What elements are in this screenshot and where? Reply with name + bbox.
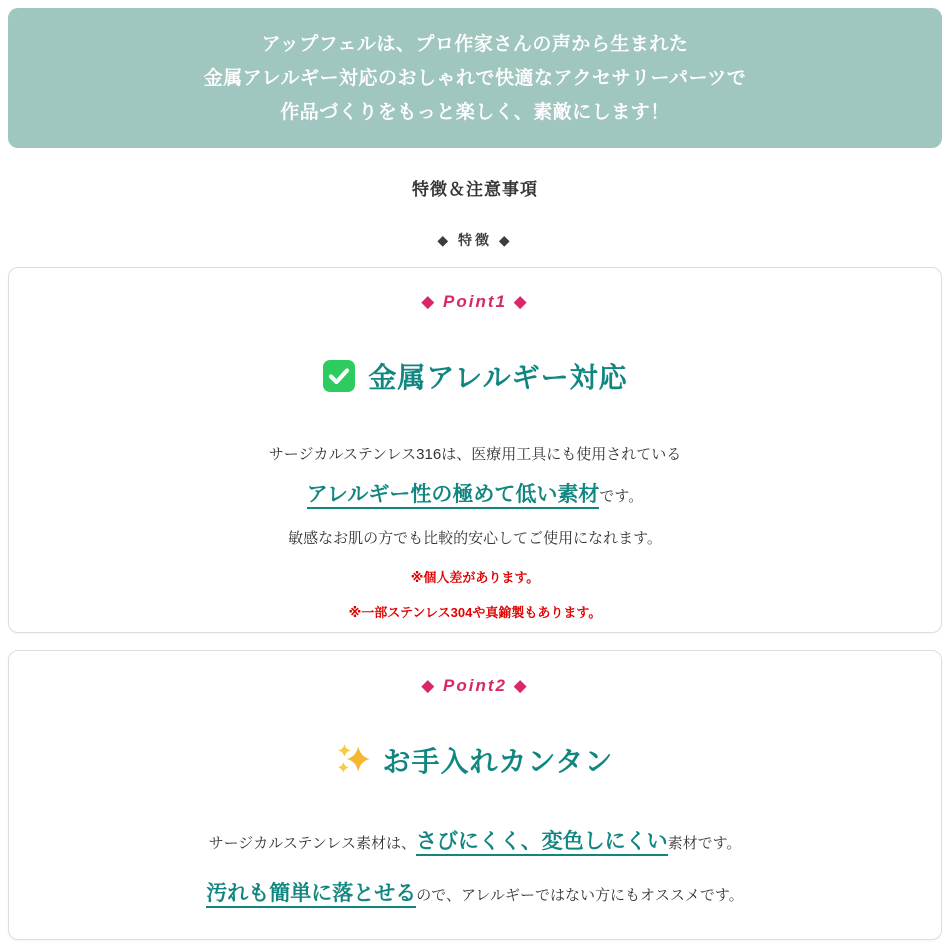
point1-highlight-line [29,480,921,512]
section-subtitle: ◆ 特徴 ◆ [437,232,513,248]
point2-line2 [29,878,921,912]
point2-line1-suffix: 素材です。 [667,835,742,852]
check-icon [322,359,356,393]
banner-line-1: アップフェルは、プロ作家さんの声から生まれた [261,34,689,55]
point2-header: ◆ Point2 ◆ [421,676,529,695]
point2-line1 [29,826,921,860]
point2-line1-highlight: さびにくく、変色しにくい [416,830,668,856]
point1-line2: 敏感なお肌の方でも比較的安心してご使用になれます。 [288,530,662,547]
banner-line-3: 作品づくりをもっと楽しく、素敵にします！ [280,102,670,123]
point2-card [8,650,942,940]
point2-line2-suffix: ので、アレルギーではない方にもオススメです。 [416,887,744,904]
section-title: 特徴＆注意事項 [412,180,538,199]
point1-header: ◆ Point1 ◆ [421,292,529,311]
point2-title-row [29,740,921,780]
point1-title: 金属アレルギー対応 [368,362,628,393]
point1-highlight-suffix: です。 [599,488,644,505]
point2-title: お手入れカンタン [382,746,614,777]
point2-line1-prefix: サージカルステンレス素材は、 [208,835,416,852]
point1-card [8,267,942,633]
point1-title-row [29,356,921,396]
point2-line2-highlight: 汚れも簡単に落とせる [206,882,416,908]
intro-banner [8,8,942,148]
point1-highlight: アレルギー性の極めて低い素材 [307,483,600,509]
point1-note2: ※一部ステンレス304や真鍮製もあります。 [348,605,602,620]
point1-note1: ※個人差があります。 [410,570,540,585]
point1-line1: サージカルステンレス316は、医療用工具にも使用されている [268,446,682,463]
sparkles-icon [337,743,371,777]
banner-line-2: 金属アレルギー対応のおしゃれで快適なアクセサリーパーツで [203,68,747,89]
